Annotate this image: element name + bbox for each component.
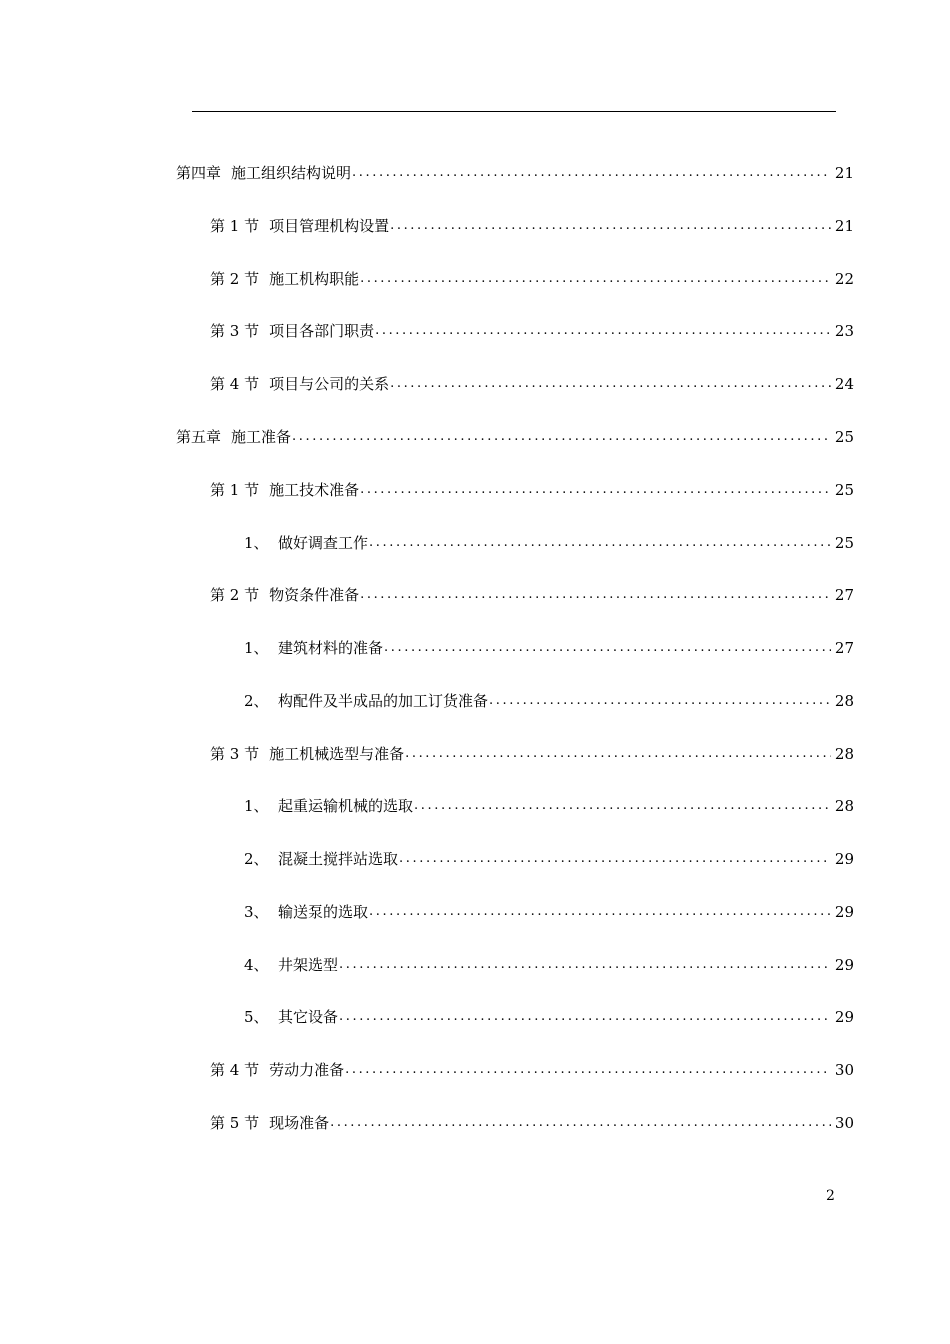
toc-entry-number: 5、 xyxy=(244,1008,269,1026)
toc-entry[interactable] xyxy=(244,844,854,868)
toc-entry-page: 24 xyxy=(834,375,854,393)
toc-entry-label xyxy=(244,534,368,552)
header-rule xyxy=(192,111,836,112)
toc-entry-page: 28 xyxy=(834,692,854,710)
toc-entry-number: 第 4 节 xyxy=(210,1061,260,1079)
toc-entry-label xyxy=(210,375,389,393)
toc-entry-label xyxy=(244,956,338,974)
toc-entry-title: 施工准备 xyxy=(231,428,292,446)
toc-entry-title: 施工组织结构说明 xyxy=(231,164,352,182)
toc-entry[interactable] xyxy=(210,316,854,340)
toc-entry-title: 项目与公司的关系 xyxy=(269,375,390,393)
toc-entry[interactable] xyxy=(210,1108,854,1132)
toc-entry-title: 其它设备 xyxy=(278,1008,339,1026)
toc-entry-page: 29 xyxy=(834,956,854,974)
toc-entry-number: 第 2 节 xyxy=(210,270,260,288)
toc-entry-number: 第 2 节 xyxy=(210,586,260,604)
toc-entry[interactable] xyxy=(176,158,854,182)
toc-dot-leader xyxy=(375,322,831,340)
toc-entry[interactable] xyxy=(244,686,854,710)
toc-entry-label xyxy=(210,1061,344,1079)
toc-entry-number: 1、 xyxy=(244,534,269,552)
toc-entry-number: 第 1 节 xyxy=(210,481,260,499)
toc-entry-label xyxy=(244,639,383,657)
toc-entry-title: 现场准备 xyxy=(269,1114,330,1132)
toc-entry-label xyxy=(244,797,413,815)
toc-entry[interactable] xyxy=(244,633,854,657)
toc-entry-number: 1、 xyxy=(244,639,269,657)
toc-entry-page: 25 xyxy=(834,534,854,552)
toc-entry-page: 23 xyxy=(834,322,854,340)
toc-dot-leader xyxy=(352,164,831,182)
toc-entry-page: 25 xyxy=(834,481,854,499)
toc-entry-page: 28 xyxy=(834,745,854,763)
toc-dot-leader xyxy=(405,745,831,763)
toc-entry-label xyxy=(210,745,404,763)
toc-dot-leader xyxy=(384,639,831,657)
toc-entry-label xyxy=(210,1114,329,1132)
toc-entry-number: 第四章 xyxy=(176,164,222,182)
toc-entry-label xyxy=(210,586,359,604)
toc-dot-leader xyxy=(390,375,831,393)
toc-entry-page: 21 xyxy=(834,217,854,235)
toc-entry[interactable] xyxy=(210,1055,854,1079)
toc-dot-leader xyxy=(339,956,831,974)
toc-entry-label xyxy=(210,322,374,340)
toc-entry-label xyxy=(244,850,398,868)
toc-dot-leader xyxy=(339,1008,831,1026)
toc-entry[interactable] xyxy=(244,1002,854,1026)
toc-entry[interactable] xyxy=(210,580,854,604)
toc-entry[interactable] xyxy=(210,369,854,393)
toc-dot-leader xyxy=(345,1061,831,1079)
toc-entry-title: 起重运输机械的选取 xyxy=(278,797,414,815)
toc-entry-page: 27 xyxy=(834,586,854,604)
toc-entry-title: 施工机械选型与准备 xyxy=(269,745,405,763)
toc-entry-title: 劳动力准备 xyxy=(269,1061,345,1079)
toc-entry-page: 29 xyxy=(834,903,854,921)
toc-entry-title: 建筑材料的准备 xyxy=(278,639,384,657)
toc-entry-number: 第 5 节 xyxy=(210,1114,260,1132)
toc-entry[interactable] xyxy=(210,264,854,288)
toc-entry[interactable] xyxy=(244,791,854,815)
toc-entry-page: 29 xyxy=(834,1008,854,1026)
toc-entry-number: 1、 xyxy=(244,797,269,815)
toc-entry-title: 施工机构职能 xyxy=(269,270,360,288)
toc-entry-label xyxy=(210,481,359,499)
toc-entry-number: 4、 xyxy=(244,956,269,974)
toc-entry-title: 施工技术准备 xyxy=(269,481,360,499)
toc-entry-title: 输送泵的选取 xyxy=(278,903,369,921)
toc-entry-number: 2、 xyxy=(244,692,269,710)
toc-entry-number: 第 1 节 xyxy=(210,217,260,235)
toc-entry-title: 物资条件准备 xyxy=(269,586,360,604)
toc-entry-label xyxy=(176,428,291,446)
toc-dot-leader xyxy=(390,217,831,235)
toc-entry[interactable] xyxy=(210,211,854,235)
toc-entry-page: 29 xyxy=(834,850,854,868)
toc-entry-number: 第 3 节 xyxy=(210,745,260,763)
toc-entry-page: 25 xyxy=(834,428,854,446)
toc-dot-leader xyxy=(414,797,831,815)
toc-entry-title: 混凝土搅拌站选取 xyxy=(278,850,399,868)
toc-entry-title: 做好调查工作 xyxy=(278,534,369,552)
toc-entry-number: 第 4 节 xyxy=(210,375,260,393)
toc-entry-number: 2、 xyxy=(244,850,269,868)
toc-dot-leader xyxy=(360,481,831,499)
toc-dot-leader xyxy=(489,692,831,710)
toc-dot-leader xyxy=(369,534,831,552)
toc-dot-leader xyxy=(369,903,831,921)
toc-entry-title: 构配件及半成品的加工订货准备 xyxy=(278,692,489,710)
toc-entry[interactable] xyxy=(176,422,854,446)
toc-entry-title: 井架选型 xyxy=(278,956,339,974)
toc-entry-page: 30 xyxy=(834,1061,854,1079)
toc-entry-number: 第五章 xyxy=(176,428,222,446)
toc-entry[interactable] xyxy=(210,739,854,763)
toc-entry-label xyxy=(210,270,359,288)
toc-entry-title: 项目管理机构设置 xyxy=(269,217,390,235)
toc-entry-page: 22 xyxy=(834,270,854,288)
toc-dot-leader xyxy=(360,270,831,288)
toc-entry-page: 28 xyxy=(834,797,854,815)
toc-entry[interactable] xyxy=(210,475,854,499)
toc-dot-leader xyxy=(292,428,831,446)
toc-entry-page: 30 xyxy=(834,1114,854,1132)
toc-entry-page: 27 xyxy=(834,639,854,657)
toc-entry[interactable] xyxy=(244,528,854,552)
toc-entry-page: 21 xyxy=(834,164,854,182)
toc-entry[interactable] xyxy=(244,950,854,974)
toc-entry-label xyxy=(244,692,488,710)
page-number: 2 xyxy=(826,1188,835,1204)
toc-entry-number: 第 3 节 xyxy=(210,322,260,340)
toc-dot-leader xyxy=(360,586,831,604)
toc-entry-label xyxy=(244,903,368,921)
toc-entry-title: 项目各部门职责 xyxy=(269,322,375,340)
toc-entry-label xyxy=(244,1008,338,1026)
toc-entry-label xyxy=(176,164,351,182)
toc-entry[interactable] xyxy=(244,897,854,921)
toc-entry-number: 3、 xyxy=(244,903,269,921)
toc-dot-leader xyxy=(330,1114,831,1132)
toc-entry-label xyxy=(210,217,389,235)
toc-dot-leader xyxy=(399,850,831,868)
